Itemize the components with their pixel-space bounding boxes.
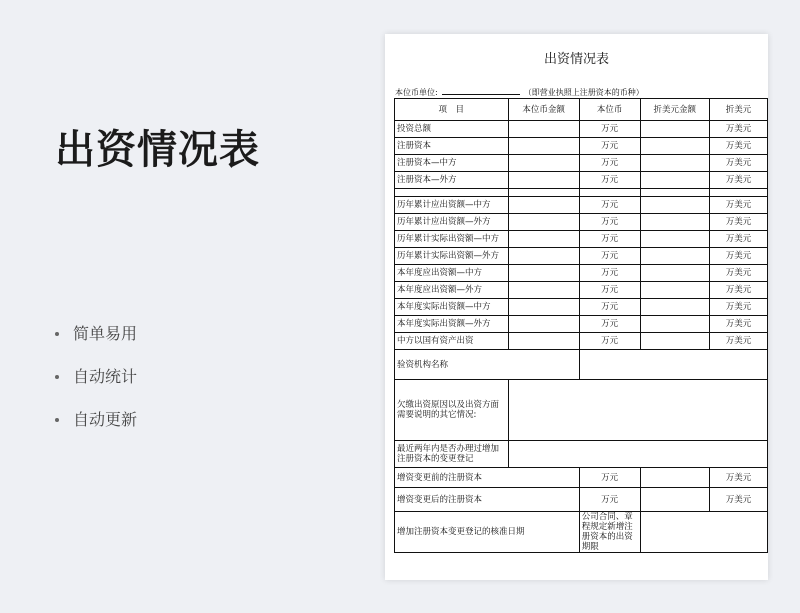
- header-item: 项 目: [395, 99, 509, 121]
- unit-usd: 万美元: [709, 138, 767, 155]
- row-label: 本年度应出资额—中方: [395, 265, 509, 282]
- table-header-row: [395, 99, 768, 121]
- header-cny: 本位币: [579, 99, 640, 121]
- cny-amount-cell[interactable]: [508, 265, 579, 282]
- currency-blank[interactable]: [442, 86, 520, 95]
- table-row: [395, 441, 768, 468]
- header-usd-amount: 折美元金额: [640, 99, 709, 121]
- unit-cny: 万元: [579, 468, 640, 488]
- bullet-icon: [55, 375, 59, 379]
- table-row: [395, 316, 768, 333]
- feature-item: 简单易用: [55, 312, 137, 355]
- unit-usd: 万美元: [709, 172, 767, 189]
- table-row: [395, 380, 768, 441]
- contract-note: 公司合同、章程规定新增注册资本的出资期限: [579, 512, 640, 553]
- row-label: 注册资本—外方: [395, 172, 509, 189]
- table-row: [395, 282, 768, 299]
- usd-amount-cell[interactable]: [640, 316, 709, 333]
- unit-usd: 万美元: [709, 231, 767, 248]
- cny-amount-cell[interactable]: [508, 231, 579, 248]
- deadline-value[interactable]: [640, 512, 767, 553]
- unit-cny: 万元: [579, 333, 640, 350]
- unit-cny: 万元: [579, 214, 640, 231]
- unit-usd: 万美元: [709, 333, 767, 350]
- usd-amount-cell[interactable]: [640, 248, 709, 265]
- unit-usd: 万美元: [709, 282, 767, 299]
- row-label: 本年度应出资额—外方: [395, 282, 509, 299]
- unit-cny: 万元: [579, 282, 640, 299]
- bullet-icon: [55, 332, 59, 336]
- cny-amount-cell[interactable]: [508, 138, 579, 155]
- cny-amount-cell[interactable]: [508, 172, 579, 189]
- table-row: [395, 350, 768, 380]
- usd-amount-cell[interactable]: [640, 172, 709, 189]
- verify-org-value[interactable]: [579, 350, 767, 380]
- unit-cny: 万元: [579, 155, 640, 172]
- unit-usd: 万美元: [709, 197, 767, 214]
- row-label: 历年累计实际出资额—中方: [395, 231, 509, 248]
- unit-cny: 万元: [579, 248, 640, 265]
- usd-amount-cell[interactable]: [640, 265, 709, 282]
- unit-cny: 万元: [579, 316, 640, 333]
- spacer-row: [395, 189, 768, 197]
- unit-usd: 万美元: [709, 155, 767, 172]
- usd-amount-cell[interactable]: [640, 333, 709, 350]
- after-change-label: 增资变更后的注册资本: [395, 488, 580, 512]
- feature-list: [55, 312, 137, 441]
- feature-item: 自动更新: [55, 398, 137, 441]
- table-row: [395, 512, 768, 553]
- unit-usd: 万美元: [709, 121, 767, 138]
- shortfall-reason-label: 欠缴出资原因以及出资方面需要说明的其它情况:: [395, 380, 509, 441]
- unit-cny: 万元: [579, 488, 640, 512]
- usd-amount-cell[interactable]: [640, 155, 709, 172]
- table-row: [395, 488, 768, 512]
- table-row: [395, 333, 768, 350]
- cny-amount-cell[interactable]: [508, 333, 579, 350]
- row-label: 历年累计应出资额—中方: [395, 197, 509, 214]
- table-row: [395, 172, 768, 189]
- row-label: 历年累计实际出资额—外方: [395, 248, 509, 265]
- cny-amount-cell[interactable]: [508, 155, 579, 172]
- document-sheet: [385, 34, 768, 580]
- cny-amount-cell[interactable]: [508, 316, 579, 333]
- usd-amount-cell[interactable]: [640, 488, 709, 512]
- usd-amount-cell[interactable]: [640, 231, 709, 248]
- unit-cny: 万元: [579, 172, 640, 189]
- table-row: [395, 138, 768, 155]
- usd-amount-cell[interactable]: [640, 468, 709, 488]
- usd-amount-cell[interactable]: [640, 138, 709, 155]
- unit-cny: 万元: [579, 121, 640, 138]
- unit-usd: 万美元: [709, 265, 767, 282]
- row-label: 本年度实际出资额—外方: [395, 316, 509, 333]
- table-row: [395, 197, 768, 214]
- cny-amount-cell[interactable]: [508, 248, 579, 265]
- unit-cny: 万元: [579, 197, 640, 214]
- row-label: 本年度实际出资额—中方: [395, 299, 509, 316]
- cny-amount-cell[interactable]: [508, 214, 579, 231]
- table-row: [395, 155, 768, 172]
- unit-usd: 万美元: [709, 488, 767, 512]
- usd-amount-cell[interactable]: [640, 214, 709, 231]
- verify-org-label: 验资机构名称: [395, 350, 580, 380]
- feature-item: 自动统计: [55, 355, 137, 398]
- table-row: [395, 231, 768, 248]
- cny-amount-cell[interactable]: [508, 121, 579, 138]
- row-label: 投资总额: [395, 121, 509, 138]
- currency-line: [395, 86, 644, 98]
- unit-usd: 万美元: [709, 299, 767, 316]
- before-change-label: 增资变更前的注册资本: [395, 468, 580, 488]
- usd-amount-cell[interactable]: [640, 299, 709, 316]
- row-label: 中方以国有资产出资: [395, 333, 509, 350]
- cny-amount-cell[interactable]: [508, 282, 579, 299]
- table-row: [395, 248, 768, 265]
- header-usd: 折美元: [709, 99, 767, 121]
- usd-amount-cell[interactable]: [640, 121, 709, 138]
- row-label: 历年累计应出资额—外方: [395, 214, 509, 231]
- recent-change-label: 最近两年内是否办理过增加注册资本的变更登记: [395, 441, 509, 468]
- capital-table: [394, 98, 768, 553]
- unit-usd: 万美元: [709, 248, 767, 265]
- unit-usd: 万美元: [709, 316, 767, 333]
- page-title: 出资情况表: [55, 127, 260, 173]
- table-row: [395, 121, 768, 138]
- table-row: [395, 214, 768, 231]
- unit-usd: 万美元: [709, 468, 767, 488]
- sheet-title: 出资情况表: [543, 52, 609, 67]
- usd-amount-cell[interactable]: [640, 197, 709, 214]
- bullet-icon: [55, 418, 59, 422]
- cny-amount-cell[interactable]: [508, 299, 579, 316]
- recent-change-value[interactable]: [508, 441, 767, 468]
- header-cny-amount: 本位币金额: [508, 99, 579, 121]
- cny-amount-cell[interactable]: [508, 197, 579, 214]
- table-row: [395, 299, 768, 316]
- approval-date-label: 增加注册资本变更登记的核准日期: [395, 512, 580, 553]
- unit-cny: 万元: [579, 299, 640, 316]
- unit-usd: 万美元: [709, 214, 767, 231]
- currency-note: （即营业执照上注册资本的币种）: [523, 88, 644, 97]
- unit-cny: 万元: [579, 138, 640, 155]
- usd-amount-cell[interactable]: [640, 282, 709, 299]
- shortfall-reason-value[interactable]: [508, 380, 767, 441]
- table-row: [395, 468, 768, 488]
- currency-label: 本位币单位:: [395, 88, 438, 97]
- row-label: 注册资本: [395, 138, 509, 155]
- unit-cny: 万元: [579, 265, 640, 282]
- unit-cny: 万元: [579, 231, 640, 248]
- row-label: 注册资本—中方: [395, 155, 509, 172]
- table-row: [395, 265, 768, 282]
